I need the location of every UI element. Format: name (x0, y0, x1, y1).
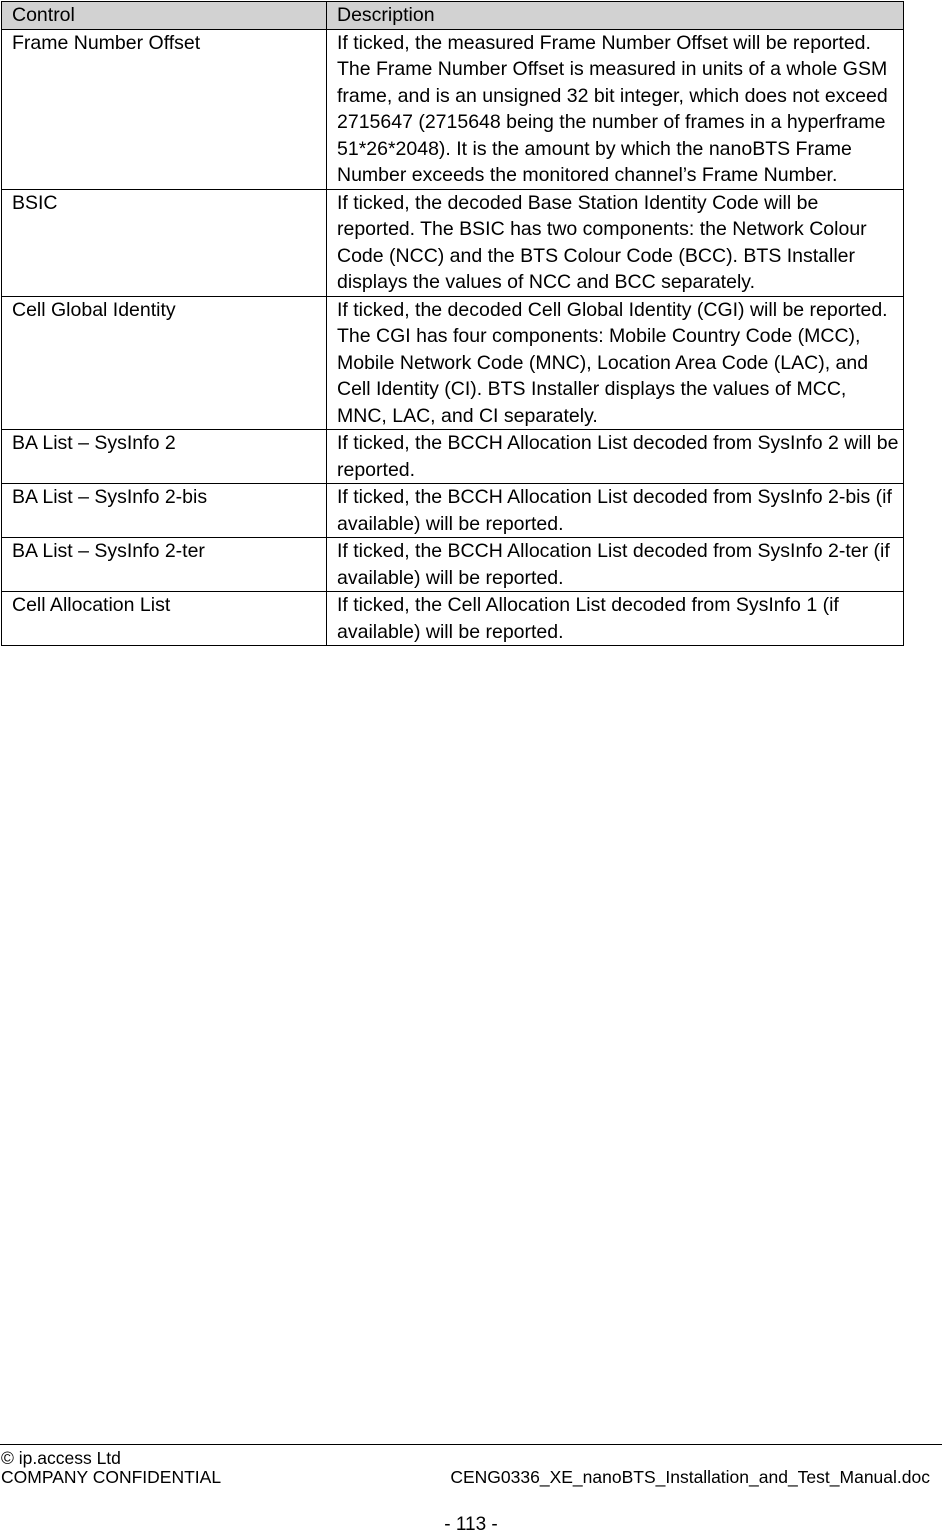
header-control: Control (2, 2, 327, 30)
page-footer (0, 1444, 942, 1487)
row-control: BA List – SysInfo 2-ter (2, 538, 327, 592)
row-description: If ticked, the Cell Allocation List decoded from SysInfo 1 (if available) will be reported. (327, 592, 904, 646)
table-row (2, 484, 904, 538)
page-number: - 113 - (444, 1514, 498, 1535)
table-row (2, 296, 904, 430)
controls-table (1, 1, 904, 646)
row-description: If ticked, the BCCH Allocation List decoded from SysInfo 2-ter (if available) will be reported. (327, 538, 904, 592)
footer-document-name: CENG0336_XE_nanoBTS_Installation_and_Test_Manual.doc (450, 1467, 930, 1487)
row-control: BA List – SysInfo 2 (2, 430, 327, 484)
row-control: Frame Number Offset (2, 29, 327, 189)
row-description: If ticked, the measured Frame Number Offset will be reported. The Frame Number Offset is measured in units of a whole GSM frame, and is an unsigned 32 bit integer, which does not exceed 2715647 (2715648 being the number of frames in a hyperframe 51*26*2048). It is the amount by which the nanoBTS Frame Number exceeds the monitored channel’s Frame Number. (327, 29, 904, 189)
row-control: BA List – SysInfo 2-bis (2, 484, 327, 538)
footer-confidential: COMPANY CONFIDENTIAL (1, 1467, 222, 1487)
row-control: BSIC (2, 189, 327, 296)
table-row (2, 538, 904, 592)
table-row (2, 29, 904, 189)
header-description: Description (327, 2, 904, 30)
row-description: If ticked, the BCCH Allocation List decoded from SysInfo 2-bis (if available) will be reported. (327, 484, 904, 538)
row-control: Cell Allocation List (2, 592, 327, 646)
row-description: If ticked, the decoded Cell Global Identity (CGI) will be reported. The CGI has four components: Mobile Country Code (MCC), Mobile Network Code (MNC), Location Area Code (LAC), and Cell Identity (CI). BTS Installer displays the values of MCC, MNC, LAC, and CI separately. (327, 296, 904, 430)
table-row (2, 430, 904, 484)
row-description: If ticked, the decoded Base Station Identity Code will be reported. The BSIC has two components: the Network Colour Code (NCC) and the BTS Colour Code (BCC). BTS Installer displays the values of NCC and BCC separately. (327, 189, 904, 296)
row-description: If ticked, the BCCH Allocation List decoded from SysInfo 2 will be reported. (327, 430, 904, 484)
table-header-row (2, 2, 904, 30)
table-row (2, 189, 904, 296)
row-control: Cell Global Identity (2, 296, 327, 430)
footer-copyright: © ip.access Ltd (1, 1448, 121, 1468)
table-row (2, 592, 904, 646)
